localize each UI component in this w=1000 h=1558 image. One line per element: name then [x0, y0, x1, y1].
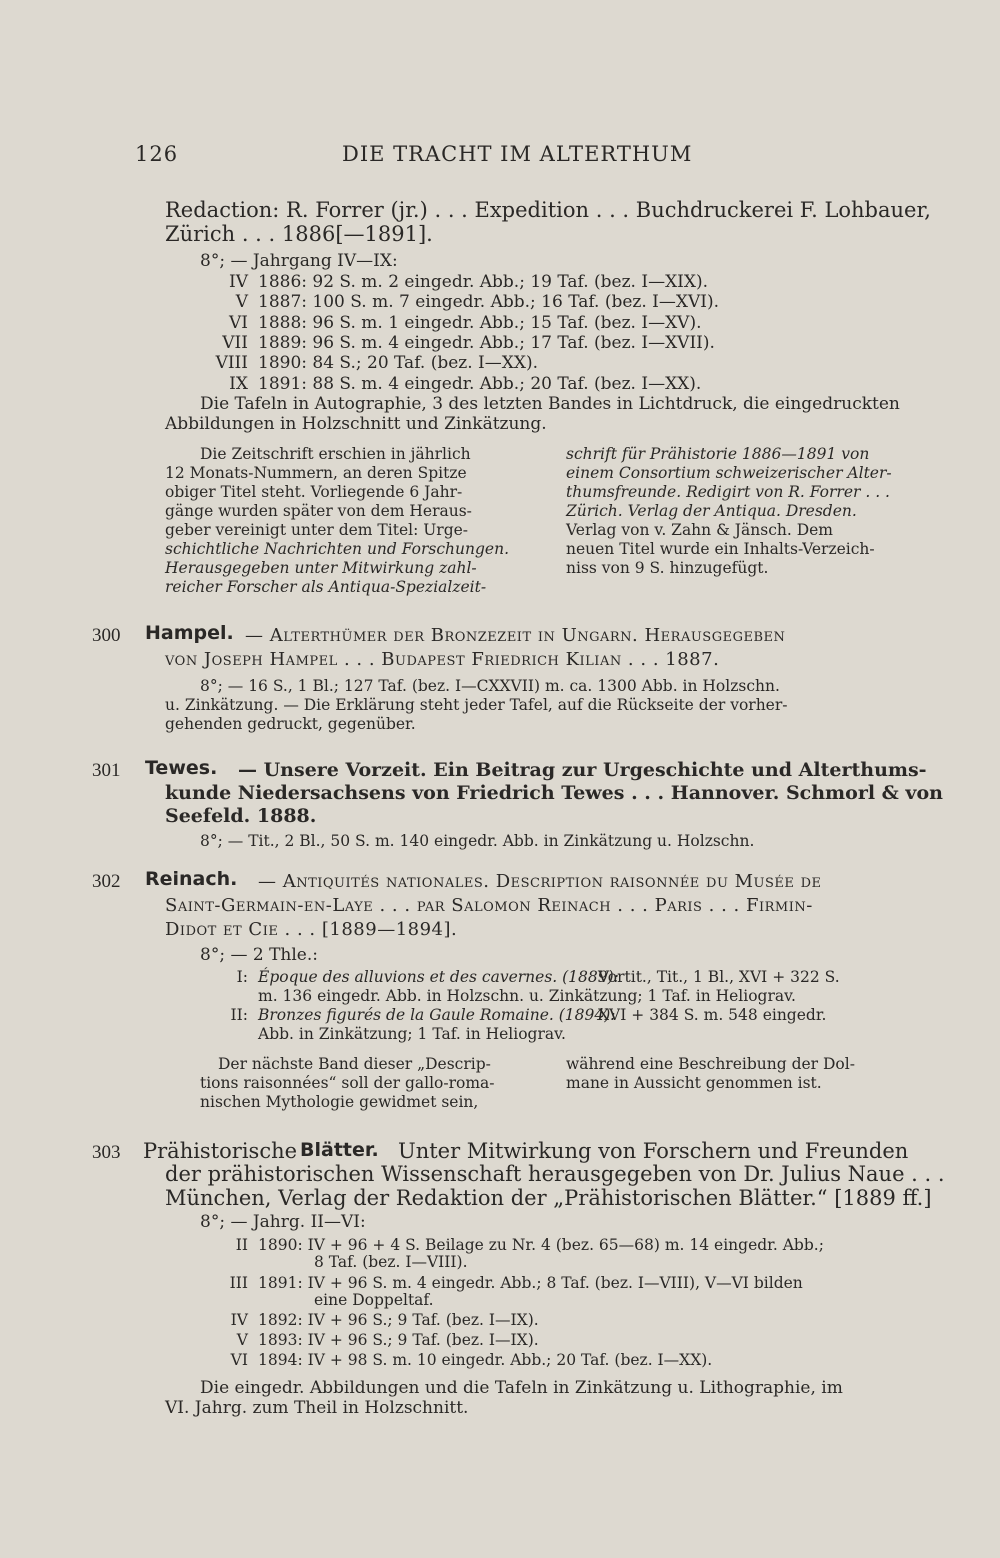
column-line: 12 Monats-Nummern, an deren Spitze	[165, 464, 467, 482]
volume-entry: 1893: IV + 96 S.; 9 Taf. (bez. I—IX).	[258, 1331, 539, 1349]
column-line: reicher Forscher als Antiqua-Spezialzeit-	[165, 578, 487, 596]
column-line: geber vereinigt unter dem Titel: Urge-	[165, 521, 469, 539]
column-line: während eine Beschreibung der Dol-	[566, 1055, 855, 1073]
entry-301-author: Tewes.	[145, 757, 218, 779]
part-numeral: I:	[236, 968, 248, 986]
entry-number-301: 301	[92, 760, 121, 781]
volume-numeral: II	[235, 1236, 248, 1254]
intro-format: 8°; — Jahrgang IV—IX:	[200, 251, 398, 271]
entry-301-title-1: — Unsere Vorzeit. Ein Beitrag zur Urgeschichte und Alterthums-	[238, 759, 927, 781]
volume-entry: 1894: IV + 98 S. m. 10 eingedr. Abb.; 20 Taf. (bez. I—XX).	[258, 1351, 713, 1369]
volume-numeral: VII	[222, 332, 248, 353]
entry-300-title-2: von Joseph Hampel . . . Budapest Friedrich Kilian . . . 1887.	[165, 649, 720, 670]
part-details-cont: Abb. in Zinkätzung; 1 Taf. in Heliograv.	[258, 1025, 566, 1043]
column-line: Zürich. Verlag der Antiqua. Dresden.	[566, 502, 857, 520]
volume-entry: 1889: 96 S. m. 4 eingedr. Abb.; 17 Taf. (bez. I—XVII).	[258, 332, 715, 353]
volume-numeral: VI	[230, 1351, 248, 1369]
volume-entry-cont: 8 Taf. (bez. I—VIII).	[314, 1253, 468, 1271]
volume-numeral: IX	[229, 373, 248, 394]
volume-entry: 1890: IV + 96 + 4 S. Beilage zu Nr. 4 (bez. 65—68) m. 14 eingedr. Abb.;	[258, 1236, 824, 1254]
entry-302-author: Reinach.	[145, 868, 238, 890]
volume-numeral: VI	[229, 312, 248, 333]
intro-line-2: Zürich . . . 1886[—1891].	[165, 222, 433, 246]
intro-note-1: Die Tafeln in Autographie, 3 des letzten Bandes in Lichtdruck, die eingedruckten	[200, 394, 900, 414]
entry-300-desc-3: gehenden gedruckt, gegenüber.	[165, 715, 416, 733]
column-line: nischen Mythologie gewidmet sein,	[200, 1093, 479, 1111]
volume-numeral: III	[229, 1274, 248, 1292]
entry-300-author: Hampel.	[145, 622, 234, 644]
volume-entry: 1888: 96 S. m. 1 eingedr. Abb.; 15 Taf. (bez. I—XV).	[258, 312, 702, 333]
column-line: Verlag von v. Zahn & Jänsch. Dem	[566, 521, 834, 539]
part-title: Bronzes figurés de la Gaule Romaine. (1894):	[258, 1006, 616, 1024]
page-number: 126	[135, 142, 179, 166]
volume-numeral: V	[235, 292, 248, 313]
part-details: XVI + 384 S. m. 548 eingedr.	[598, 1006, 827, 1024]
part-numeral: II:	[230, 1006, 248, 1024]
volume-numeral: VIII	[215, 353, 248, 374]
entry-303-title-3: München, Verlag der Redaktion der „Prähistorischen Blätter.“ [1889 ff.]	[165, 1186, 932, 1210]
entry-300-desc-1: 8°; — 16 S., 1 Bl.; 127 Taf. (bez. I—CXXVII) m. ca. 1300 Abb. in Holzschn.	[200, 677, 780, 695]
volume-entry: 1892: IV + 96 S.; 9 Taf. (bez. I—IX).	[258, 1311, 539, 1329]
column-line: obiger Titel steht. Vorliegende 6 Jahr-	[165, 483, 463, 501]
entry-number-302: 302	[92, 871, 121, 892]
entry-301-desc: 8°; — Tit., 2 Bl., 50 S. m. 140 eingedr. Abb. in Zinkätzung u. Holzschn.	[200, 832, 755, 850]
volume-numeral: V	[236, 1331, 248, 1349]
volume-entry: 1890: 84 S.; 20 Taf. (bez. I—XX).	[258, 353, 538, 374]
column-line: gänge wurden später von dem Heraus-	[165, 502, 472, 520]
entry-number-303: 303	[92, 1142, 121, 1163]
entry-number-300: 300	[92, 625, 121, 646]
entry-302-format: 8°; — 2 Thle.:	[200, 945, 318, 965]
column-line: thumsfreunde. Redigirt von R. Forrer . . .	[566, 483, 890, 501]
entry-303-format: 8°; — Jahrg. II—VI:	[200, 1212, 366, 1232]
column-line: schichtliche Nachrichten und Forschungen.	[165, 540, 510, 558]
volume-numeral: IV	[230, 1311, 248, 1329]
entry-302-title-1: — Antiquités nationales. Description raisonnée du Musée de	[258, 871, 822, 892]
volume-entry: 1891: 88 S. m. 4 eingedr. Abb.; 20 Taf. (bez. I—XX).	[258, 373, 702, 394]
entry-303-title-2: der prähistorischen Wissenschaft herausgegeben von Dr. Julius Naue . . .	[165, 1162, 945, 1186]
part-details: Vortit., Tit., 1 Bl., XVI + 322 S.	[598, 968, 840, 986]
column-line: Die Zeitschrift erschien in jährlich	[200, 445, 471, 463]
column-line: schrift für Prähistorie 1886—1891 von	[566, 445, 870, 463]
column-line: niss von 9 S. hinzugefügt.	[566, 559, 769, 577]
volume-entry: 1887: 100 S. m. 7 eingedr. Abb.; 16 Taf. (bez. I—XVI).	[258, 292, 720, 313]
volume-entry: 1891: IV + 96 S. m. 4 eingedr. Abb.; 8 Taf. (bez. I—VIII), V—VI bilden	[258, 1274, 803, 1292]
column-line: einem Consortium schweizerischer Alter-	[566, 464, 892, 482]
volume-entry-cont: eine Doppeltaf.	[314, 1291, 434, 1309]
volume-numeral: IV	[229, 272, 248, 292]
intro-note-2: Abbildungen in Holzschnitt und Zinkätzung.	[165, 414, 547, 434]
volume-entry: 1886: 92 S. m. 2 eingedr. Abb.; 19 Taf. (bez. I—XIX).	[258, 272, 709, 292]
column-line: Herausgegeben unter Mitwirkung zahl-	[165, 559, 477, 577]
entry-301-title-3: Seefeld. 1888.	[165, 805, 317, 827]
column-line: neuen Titel wurde ein Inhalts-Verzeich-	[566, 540, 875, 558]
entry-300-title-1: — Alterthümer der Bronzezeit in Ungarn. Herausgegeben	[245, 625, 786, 646]
column-line: tions raisonnées“ soll der gallo-roma-	[200, 1074, 495, 1092]
column-line: mane in Aussicht genommen ist.	[566, 1074, 822, 1092]
running-title: DIE TRACHT IM ALTERTHUM	[342, 142, 693, 166]
intro-line-1: Redaction: R. Forrer (jr.) . . . Expedition . . . Buchdruckerei F. Lohbauer,	[165, 198, 931, 222]
entry-303-author-b: Blätter.	[300, 1139, 379, 1161]
entry-303-note-1: Die eingedr. Abbildungen und die Tafeln in Zinkätzung u. Lithographie, im	[200, 1378, 843, 1398]
column-line: Der nächste Band dieser „Descrip-	[218, 1055, 491, 1073]
part-title: Époque des alluvions et des cavernes. (1889):	[258, 968, 619, 986]
entry-303-author-a: Prähistorische	[143, 1139, 298, 1163]
entry-300-desc-2: u. Zinkätzung. — Die Erklärung steht jeder Tafel, auf die Rückseite der vorher-	[165, 696, 788, 714]
part-details-cont: m. 136 eingedr. Abb. in Holzschn. u. Zinkätzung; 1 Taf. in Heliograv.	[258, 987, 796, 1005]
entry-303-note-2: VI. Jahrg. zum Theil in Holzschnitt.	[165, 1398, 469, 1418]
entry-301-title-2: kunde Niedersachsens von Friedrich Tewes . . . Hannover. Schmorl & von	[165, 782, 943, 804]
entry-302-title-3: Didot et Cie . . . [1889—1894].	[165, 919, 458, 940]
entry-303-title-1: Unter Mitwirkung von Forschern und Freunden	[398, 1139, 909, 1163]
entry-302-title-2: Saint-Germain-en-Laye . . . par Salomon Reinach . . . Paris . . . Firmin-	[165, 895, 813, 916]
